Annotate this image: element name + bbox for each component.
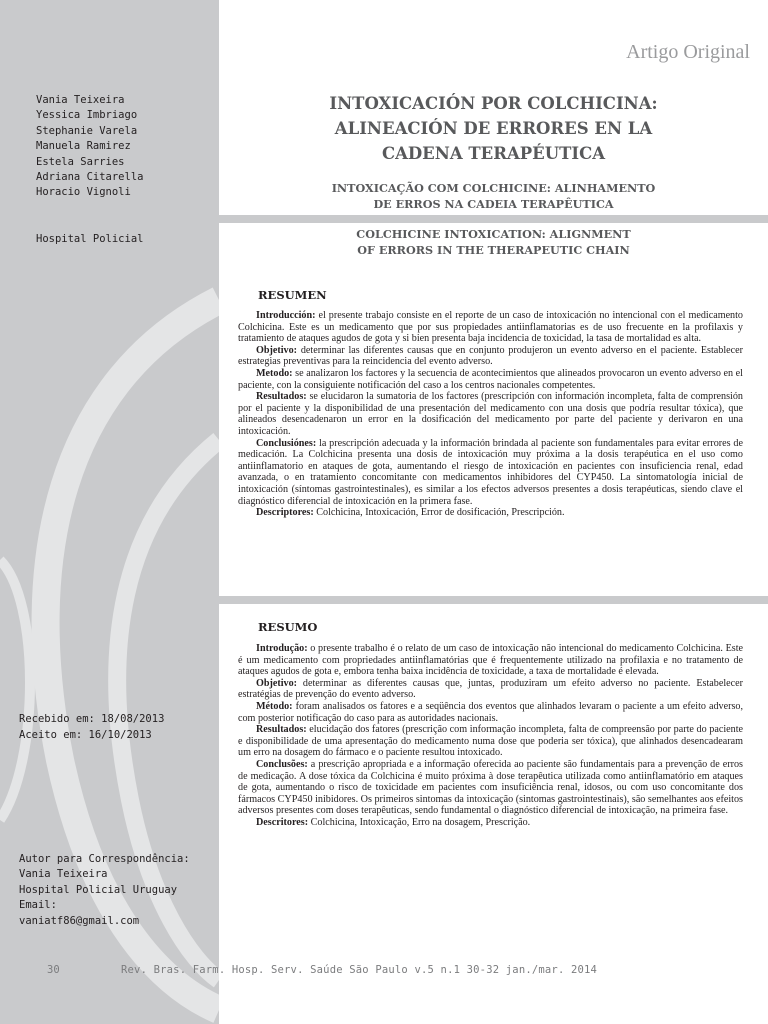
resumo-body <box>238 643 743 829</box>
correspondence-institution: Hospital Policial Uruguay <box>19 883 178 896</box>
paragraph-label: Objetivo: <box>256 677 298 689</box>
author-name: Yessica Imbriago <box>36 109 138 122</box>
paragraph-text: a prescrição apropriada e a informação oferecida ao paciente são fundamentais para a prevenção de erros de medicação. A dose tóxica da Colchicina é muito próxima à dose terapêutica utilizada como antiinflamatório em ataques de gota, aumentando o risco de toxicidade em pacientes com insuficiência renal, idosos, ou com uso concomitante dos fármacos CYP450 inibidores. Os primeiros sintomas da intoxicação (sintomas gastrointestinais), são semelhantes aos efeitos adversos presentes com doses terapêuticas, sendo fundamental o diagnóstico diferencial de intoxicação, na primeira fase. <box>238 758 743 817</box>
paragraph-text: Colchicina, Intoxicação, Erro na dosagem, Prescrição. <box>308 816 531 828</box>
paragraph-label: Método: <box>256 700 293 712</box>
author-name: Adriana Citarella <box>36 171 144 184</box>
resumen-body <box>238 310 743 519</box>
title-portuguese: INTOXICAÇÃO COM COLCHICINE: ALINHAMENTO DE ERROS NA CADEIA TERAPÊUTICA <box>331 181 656 211</box>
paragraph-label: Descritores: <box>256 816 309 828</box>
paragraph-text: se analizaron los factores y la secuencia de acontecimientos que alineados provocaron un evento adverso en el paciente, con la consiguiente notificación del caso a los centros nacionales competentes. <box>238 367 743 391</box>
paragraph-text: Colchicina, Intoxicación, Error de dosificación, Prescripción. <box>313 507 565 519</box>
article-content <box>219 0 768 1024</box>
author-name: Estela Sarries <box>36 155 125 168</box>
accepted-date: Aceito em: 16/10/2013 <box>19 729 152 741</box>
paragraph-text: foram analisados os fatores e a seqüência dos eventos que alinhados levaram o paciente a um efeito adverso, com posterior notificação do caso para as autoridades nacionais. <box>238 700 743 724</box>
left-sidebar <box>0 0 219 1024</box>
paragraph-label: Conclusões: <box>256 758 308 770</box>
divider-band <box>219 596 768 604</box>
paragraph-label: Introdução: <box>256 643 308 654</box>
paragraph-text: elucidação dos fatores (prescrição com informação incompleta, falta de compreensão por parte do paciente e disponibilidade de uma apresentação do medicamento numa dose que poderia ser tóxica), que alinhados desencadearam um erro na dosagem do fármaco e o paciente resultou intoxicado. <box>238 724 743 759</box>
resumo-paragraph <box>238 759 743 817</box>
paragraph-label: Metodo: <box>256 367 293 379</box>
paragraph-text: determinar as diferentes causas que, juntas, produziram um efeito adverso no paciente. Estabelecer estratégias de prevenção do evento adverso. <box>238 677 743 701</box>
author-name: Manuela Ramirez <box>36 140 131 153</box>
paragraph-text: determinar las diferentes causas que en conjunto produjeron un evento adverso en el paciente. Establecer estrategias preventivas para la reincidencia del evento adverso. <box>238 344 743 368</box>
resumen-paragraph <box>238 507 743 519</box>
resumo-paragraph <box>238 643 743 678</box>
section-label: Artigo Original <box>626 41 750 63</box>
paragraph-label: Resultados: <box>256 724 307 736</box>
resumen-paragraph <box>238 438 743 508</box>
resumen-paragraph <box>238 391 743 437</box>
paragraph-label: Resultados: <box>256 391 307 403</box>
resumo-paragraph <box>238 724 743 759</box>
correspondence-block <box>19 852 190 929</box>
resumo-paragraph <box>238 701 743 724</box>
resumo-paragraph <box>238 678 743 701</box>
paragraph-label: Introducción: <box>256 310 316 321</box>
divider-band <box>219 215 768 223</box>
correspondence-label: Autor para Correspondência: <box>19 853 190 865</box>
paragraph-text: o presente trabalho é o relato de um caso de intoxicação não intencional do medicamento Colchicina. Este é um medicamento com propriedades antiinflamatórias que é frequentemente utilizado na profilaxia e no tratamento de ataques agudos de gota e, embora tenha baixa incidência de toxicidade, a taxa de mortalidade é elevada. <box>238 643 743 678</box>
correspondence-email-label: Email: <box>19 899 57 912</box>
received-date: Recebido em: 18/08/2013 <box>19 713 165 725</box>
resumo-paragraph <box>238 817 743 829</box>
correspondence-email[interactable]: vaniatf86@gmail.com <box>19 914 140 927</box>
correspondence-name: Vania Teixeira <box>19 868 108 881</box>
resumen-paragraph <box>238 368 743 391</box>
paragraph-text: la prescripción adecuada y la información brindada al paciente son fundamentales para evitar errores de medicación. La Colchicina presenta una dosis de intoxicación muy próxima a la dosis terapéutica en el uso como antiinflamatorio en ataques de gota, aumentando el riesgo de intoxicación en pacientes con insuficiencia renal, edad avanzada, o en tratamiento concomitante con medicamentos inhibidores del CYP450. La sintomatología inicial de intoxicación (síntomas gastrointestinales), es similar a los efectos adversos presentes a dosis terapéuticas, siendo clave el diagnóstico diferencial de intoxicación en la primera fase. <box>238 437 743 507</box>
title-spanish: INTOXICACIÓN POR COLCHICINA: ALINEACIÓN DE ERRORES EN LA CADENA TERAPÉUTICA <box>329 94 658 163</box>
journal-citation: Rev. Bras. Farm. Hosp. Serv. Saúde São Paulo v.5 n.1 30-32 jan./mar. 2014 <box>121 964 598 976</box>
author-name: Horacio Vignoli <box>36 186 131 199</box>
paragraph-label: Conclusiónes: <box>256 437 317 449</box>
paragraph-label: Objetivo: <box>256 344 298 356</box>
page-number: 30 <box>47 964 60 976</box>
resumen-paragraph <box>238 345 743 368</box>
author-name: Stephanie Varela <box>36 124 138 137</box>
submission-dates <box>19 711 164 743</box>
author-list <box>36 93 143 201</box>
title-english: COLCHICINE INTOXICATION: ALIGNMENT OF ERRORS IN THE THERAPEUTIC CHAIN <box>356 227 631 257</box>
resumen-heading: RESUMEN <box>258 288 327 302</box>
paragraph-text: se elucidaron la sumatoria de los factores (prescripción con información incompleta, falta de comprensión por el paciente y la disponibilidad de una presentación del medicamento con una dosis que podría resultar tóxica), que alineados desencadenaron un error en la dosificación del medicamento por parte del paciente y derivaron en una intoxicación. <box>238 391 743 437</box>
author-name: Vania Teixeira <box>36 94 125 106</box>
resumo-heading: RESUMO <box>258 620 318 634</box>
paragraph-text: el presente trabajo consiste en el reporte de un caso de intoxicación no intencional con el medicamento Colchicina. Este es un medicamento que por sus propiedades antiinflamatorias es de uso frecuente en la profilaxis y tratamiento de ataques agudos de gota y si bien presenta baja incidencia de toxicidad, la tasa de mortalidad es alta. <box>238 310 743 345</box>
resumen-paragraph <box>238 310 743 345</box>
paragraph-label: Descriptores: <box>256 507 314 519</box>
institution: Hospital Policial <box>36 233 144 245</box>
